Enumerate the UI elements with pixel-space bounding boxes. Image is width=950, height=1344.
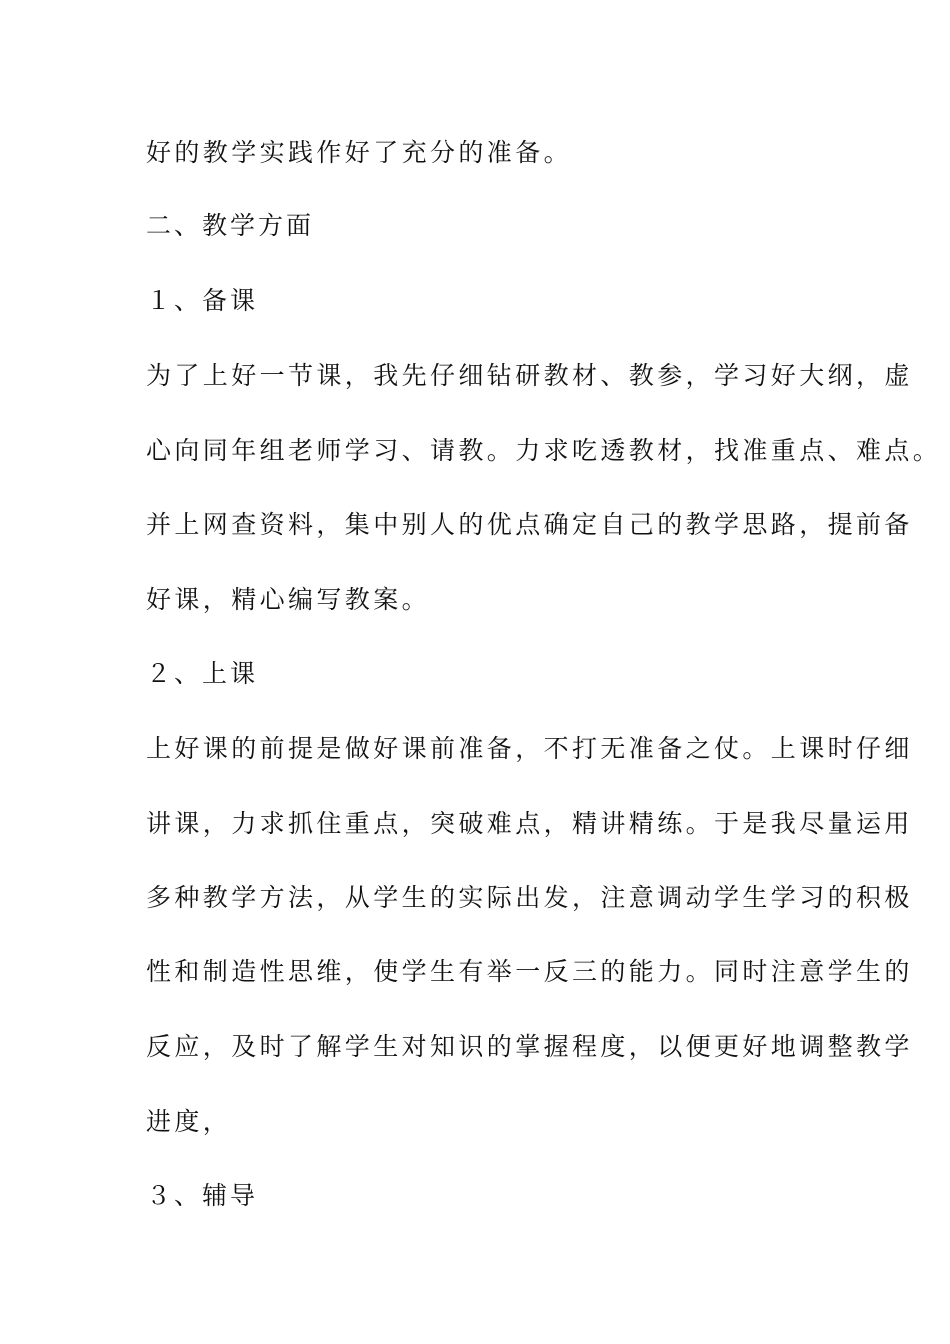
paragraph-line: 多种教学方法，从学生的实际出发，注意调动学生学习的积极 xyxy=(146,883,913,912)
paragraph-line: 为了上好一节课，我先仔细钻研教材、教参，学习好大纲，虚 xyxy=(146,361,913,390)
paragraph-line: 反应，及时了解学生对知识的掌握程度，以便更好地调整教学 xyxy=(146,1032,913,1061)
paragraph-line: 好的教学实践作好了充分的准备。 xyxy=(146,138,573,167)
paragraph-line: 上好课的前提是做好课前准备，不打无准备之仗。上课时仔细 xyxy=(146,734,913,763)
subsection-heading: １、备课 xyxy=(146,286,259,315)
paragraph-line: 并上网查资料，集中别人的优点确定自己的教学思路，提前备 xyxy=(146,510,913,539)
subsection-heading: ２、上课 xyxy=(146,659,259,688)
subsection-heading: ３、辅导 xyxy=(146,1181,259,1210)
paragraph-line: 进度， xyxy=(146,1107,232,1136)
section-heading: 二、教学方面 xyxy=(146,211,315,240)
paragraph-line: 好课，精心编写教案。 xyxy=(146,585,431,614)
paragraph-line: 心向同年组老师学习、请教。力求吃透教材，找准重点、难点。 xyxy=(146,436,942,465)
paragraph-line: 讲课，力求抓住重点，突破难点，精讲精练。于是我尽量运用 xyxy=(146,809,913,838)
paragraph-line: 性和制造性思维，使学生有举一反三的能力。同时注意学生的 xyxy=(146,957,913,986)
